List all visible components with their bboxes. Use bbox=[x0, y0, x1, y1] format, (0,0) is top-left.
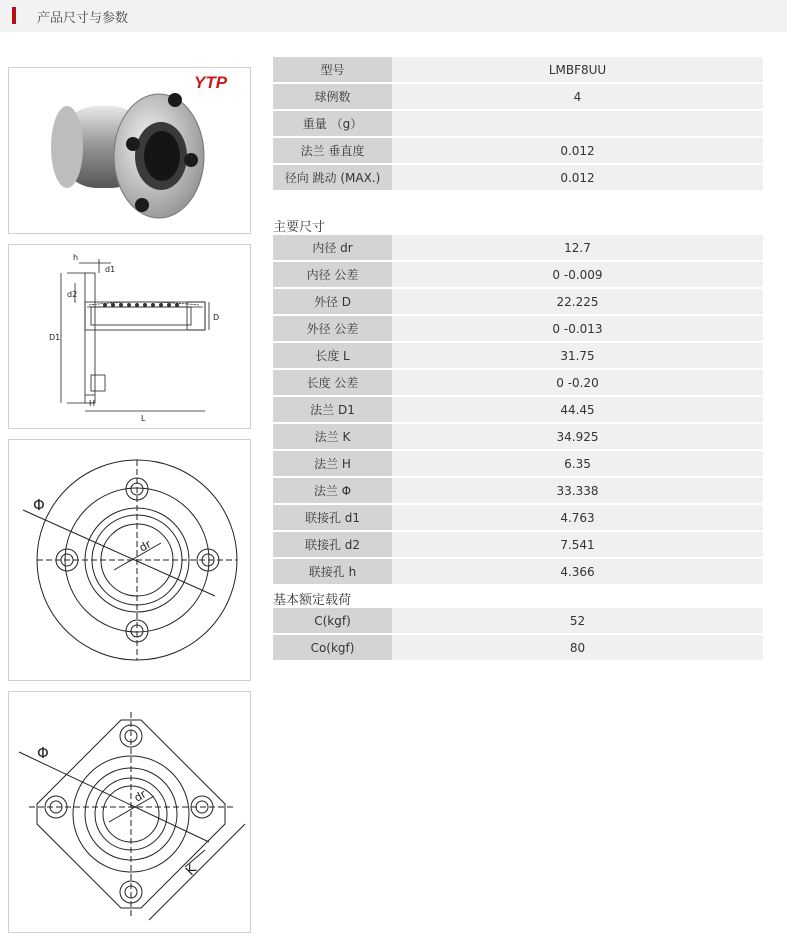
spec-row bbox=[273, 608, 763, 633]
spec-label: 长度 公差 bbox=[273, 370, 392, 395]
spec-value: 80 bbox=[392, 635, 763, 660]
spec-row bbox=[273, 559, 763, 584]
spec-label: C(kgf) bbox=[273, 608, 392, 633]
spec-row bbox=[273, 165, 763, 190]
spec-row bbox=[273, 370, 763, 395]
spec-value: 0.012 bbox=[392, 138, 763, 163]
spec-value: 52 bbox=[392, 608, 763, 633]
spec-label: 法兰 D1 bbox=[273, 397, 392, 422]
spec-value: 31.75 bbox=[392, 343, 763, 368]
spec-label: 联接孔 d1 bbox=[273, 505, 392, 530]
spec-value: 34.925 bbox=[392, 424, 763, 449]
spec-row bbox=[273, 138, 763, 163]
spec-row bbox=[273, 57, 763, 82]
spec-label: 重量 （g） bbox=[273, 111, 392, 136]
side-section-drawing bbox=[8, 244, 251, 429]
spec-label: 法兰 垂直度 bbox=[273, 138, 392, 163]
spec-label: 联接孔 h bbox=[273, 559, 392, 584]
label-d1: d1 bbox=[105, 265, 116, 274]
section-title: 产品尺寸与参数 bbox=[37, 11, 129, 26]
spec-value: 0 -0.20 bbox=[392, 370, 763, 395]
spec-row bbox=[273, 111, 763, 136]
spec-row bbox=[273, 235, 763, 260]
spec-row bbox=[273, 424, 763, 449]
main-dims-table bbox=[273, 233, 763, 586]
basic-spec-table bbox=[273, 55, 763, 192]
spec-value: 0 -0.013 bbox=[392, 316, 763, 341]
spec-row bbox=[273, 505, 763, 530]
spec-value: 6.35 bbox=[392, 451, 763, 476]
spec-value: 22.225 bbox=[392, 289, 763, 314]
spec-value: 4 bbox=[392, 84, 763, 109]
product-photo bbox=[8, 67, 251, 234]
square-flange-drawing bbox=[8, 691, 251, 933]
main-dims-heading: 主要尺寸 bbox=[273, 220, 326, 235]
spec-value: 44.45 bbox=[392, 397, 763, 422]
label-K: K bbox=[183, 862, 200, 879]
label-d2: d2 bbox=[67, 290, 78, 299]
label-dr-square: dr bbox=[132, 787, 149, 805]
load-rating-heading: 基本额定载荷 bbox=[273, 593, 352, 608]
label-L: L bbox=[141, 414, 146, 423]
section-header bbox=[0, 0, 787, 32]
spec-value bbox=[392, 111, 763, 136]
round-flange-drawing bbox=[8, 439, 251, 681]
spec-row bbox=[273, 532, 763, 557]
header-accent-bar bbox=[12, 7, 16, 24]
spec-row bbox=[273, 343, 763, 368]
label-phi-square: Φ bbox=[37, 744, 49, 762]
spec-value: 7.541 bbox=[392, 532, 763, 557]
spec-label: 法兰 H bbox=[273, 451, 392, 476]
spec-value: 0 -0.009 bbox=[392, 262, 763, 287]
spec-label: 型号 bbox=[273, 57, 392, 82]
spec-label: 联接孔 d2 bbox=[273, 532, 392, 557]
spec-row bbox=[273, 451, 763, 476]
spec-label: 外径 D bbox=[273, 289, 392, 314]
load-rating-table bbox=[273, 606, 763, 662]
spec-row bbox=[273, 316, 763, 341]
label-H: H bbox=[89, 399, 96, 408]
label-phi: Φ bbox=[33, 496, 45, 514]
spec-label: Co(kgf) bbox=[273, 635, 392, 660]
spec-label: 长度 L bbox=[273, 343, 392, 368]
spec-value: 33.338 bbox=[392, 478, 763, 503]
label-h: h bbox=[73, 253, 79, 262]
spec-label: 外径 公差 bbox=[273, 316, 392, 341]
brand-logo: YTP bbox=[194, 73, 228, 92]
spec-label: 径向 跳动 (MAX.) bbox=[273, 165, 392, 190]
spec-label: 内径 公差 bbox=[273, 262, 392, 287]
spec-label: 内径 dr bbox=[273, 235, 392, 260]
spec-label: 法兰 K bbox=[273, 424, 392, 449]
spec-row bbox=[273, 262, 763, 287]
spec-value: 0.012 bbox=[392, 165, 763, 190]
spec-value: 4.763 bbox=[392, 505, 763, 530]
spec-row bbox=[273, 289, 763, 314]
spec-value: 12.7 bbox=[392, 235, 763, 260]
spec-row bbox=[273, 397, 763, 422]
label-dr: dr bbox=[137, 537, 154, 555]
label-D: D bbox=[213, 313, 220, 322]
label-D1: D1 bbox=[49, 333, 61, 342]
spec-row bbox=[273, 84, 763, 109]
spec-label: 法兰 Φ bbox=[273, 478, 392, 503]
spec-row bbox=[273, 635, 763, 660]
spec-label: 球例数 bbox=[273, 84, 392, 109]
spec-value: LMBF8UU bbox=[392, 57, 763, 82]
spec-value: 4.366 bbox=[392, 559, 763, 584]
spec-row bbox=[273, 478, 763, 503]
